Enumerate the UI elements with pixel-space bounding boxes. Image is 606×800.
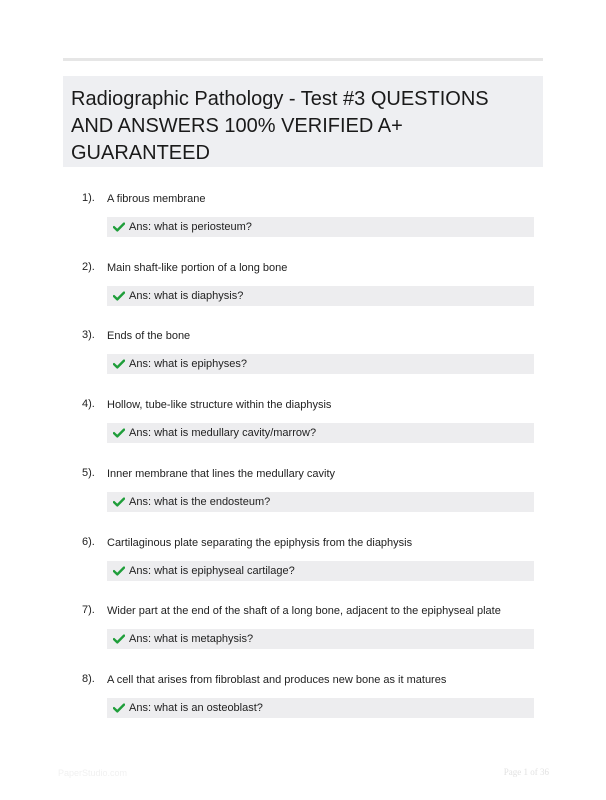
qa-item bbox=[82, 466, 534, 508]
answer-text: Ans: what is diaphysis? bbox=[129, 290, 244, 302]
check-icon bbox=[113, 359, 125, 369]
answer-box bbox=[107, 286, 534, 306]
answer-box bbox=[107, 629, 534, 649]
question-number: 8). bbox=[82, 673, 95, 685]
check-icon bbox=[113, 497, 125, 507]
answer-text: Ans: what is medullary cavity/marrow? bbox=[129, 427, 317, 439]
answer-box bbox=[107, 217, 534, 237]
qa-item bbox=[82, 328, 534, 370]
question-row bbox=[82, 191, 534, 211]
question-text: A cell that arises from fibroblast and produces new bone as it matures bbox=[107, 674, 447, 686]
question-text: A fibrous membrane bbox=[107, 193, 206, 205]
qa-item bbox=[82, 397, 534, 439]
question-row bbox=[82, 260, 534, 280]
check-icon bbox=[113, 703, 125, 713]
question-row bbox=[82, 328, 534, 348]
answer-box bbox=[107, 698, 534, 718]
answer-box bbox=[107, 492, 534, 512]
question-row bbox=[82, 397, 534, 417]
qa-item bbox=[82, 672, 534, 714]
question-text: Inner membrane that lines the medullary cavity bbox=[107, 468, 336, 480]
question-text: Main shaft-like portion of a long bone bbox=[107, 262, 288, 274]
check-icon bbox=[113, 222, 125, 232]
page-title: Radiographic Pathology - Test #3 QUESTIONS AND ANSWERS 100% VERIFIED A+ GUARANTEED bbox=[71, 88, 489, 164]
check-icon bbox=[113, 291, 125, 301]
question-row bbox=[82, 603, 534, 623]
qa-item bbox=[82, 260, 534, 302]
title-banner bbox=[63, 76, 543, 167]
answer-text: Ans: what is metaphysis? bbox=[129, 633, 254, 645]
answer-text: Ans: what is epiphyseal cartilage? bbox=[129, 565, 295, 577]
question-number: 5). bbox=[82, 467, 95, 479]
answer-text: Ans: what is the endosteum? bbox=[129, 496, 271, 508]
answer-text: Ans: what is an osteoblast? bbox=[129, 702, 263, 714]
question-number: 2). bbox=[82, 261, 95, 273]
question-text: Hollow, tube-like structure within the diaphysis bbox=[107, 399, 332, 411]
qa-item bbox=[82, 191, 534, 233]
footer-watermark: PaperStudio.com bbox=[58, 768, 128, 778]
check-icon bbox=[113, 566, 125, 576]
question-text: Cartilaginous plate separating the epiphysis from the diaphysis bbox=[107, 537, 413, 549]
page-number: Page 1 of 36 bbox=[503, 767, 549, 777]
qa-item bbox=[82, 535, 534, 577]
qa-item bbox=[82, 603, 534, 645]
answer-text: Ans: what is periosteum? bbox=[129, 221, 252, 233]
question-number: 7). bbox=[82, 604, 95, 616]
answer-box bbox=[107, 561, 534, 581]
answer-box bbox=[107, 354, 534, 374]
question-text: Ends of the bone bbox=[107, 330, 191, 342]
check-icon bbox=[113, 428, 125, 438]
answer-box bbox=[107, 423, 534, 443]
top-divider bbox=[63, 58, 543, 61]
question-row bbox=[82, 535, 534, 555]
question-row bbox=[82, 466, 534, 486]
question-number: 6). bbox=[82, 536, 95, 548]
question-row bbox=[82, 672, 534, 692]
question-text: Wider part at the end of the shaft of a long bone, adjacent to the epiphyseal plate bbox=[107, 605, 501, 617]
answer-text: Ans: what is epiphyses? bbox=[129, 358, 248, 370]
question-number: 1). bbox=[82, 192, 95, 204]
check-icon bbox=[113, 634, 125, 644]
question-number: 4). bbox=[82, 398, 95, 410]
question-number: 3). bbox=[82, 329, 95, 341]
